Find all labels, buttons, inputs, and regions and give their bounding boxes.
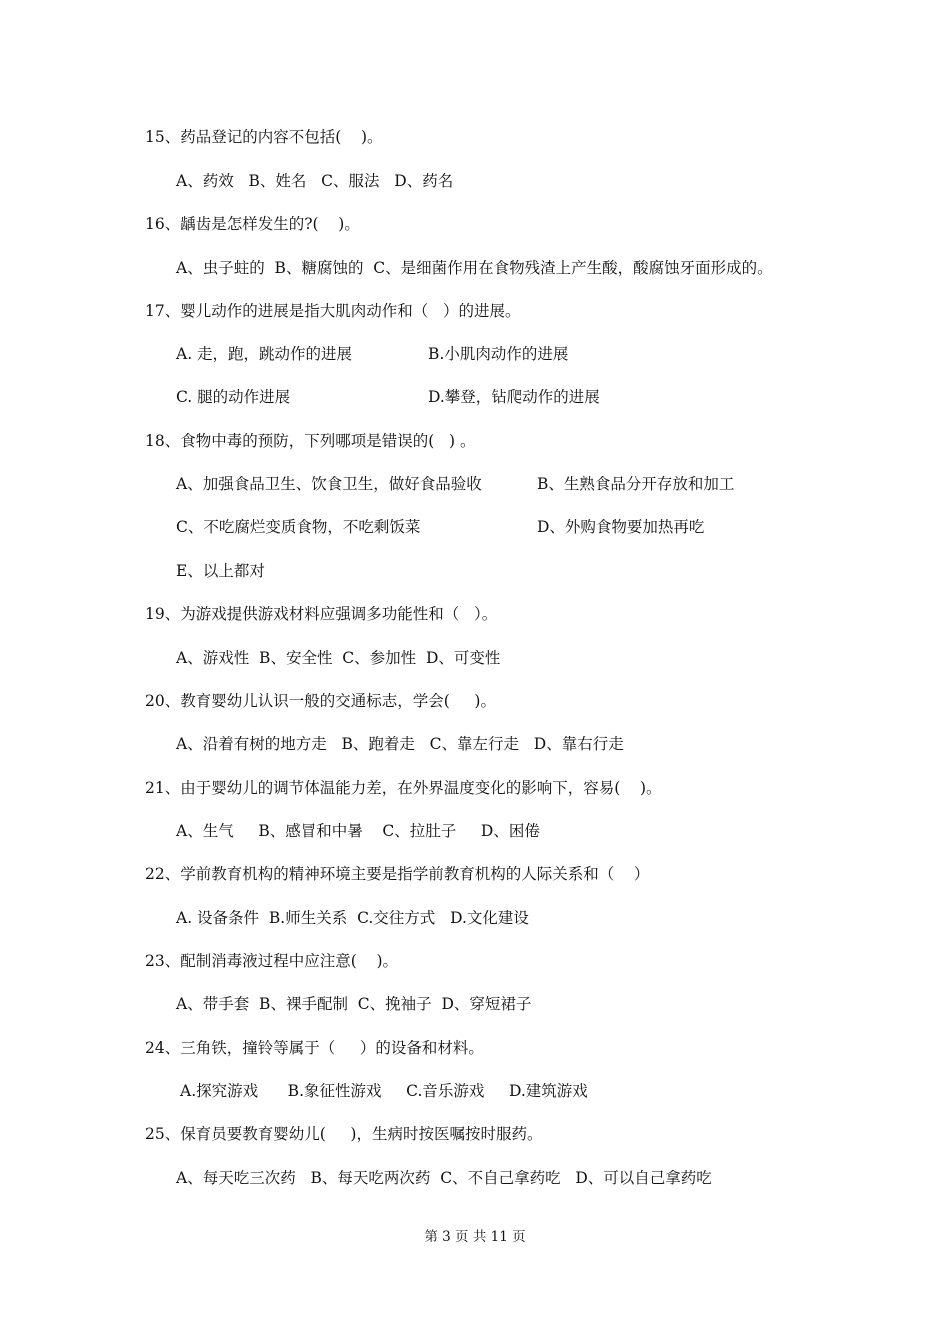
question-options: A、带手套 B、裸手配制 C、挽袖子 D、穿短裙子 bbox=[176, 995, 532, 1013]
question-options: A、游戏性 B、安全性 C、参加性 D、可变性 bbox=[176, 649, 501, 667]
question-stem: 16、龋齿是怎样发生的?( )。 bbox=[145, 215, 360, 233]
question-stem: 19、为游戏提供游戏材料应强调多功能性和（ ）。 bbox=[145, 605, 498, 623]
question-options: A、虫子蛀的 B、糖腐蚀的 C、是细菌作用在食物残渣上产生酸，酸腐蚀牙面形成的。 bbox=[176, 259, 773, 277]
page-footer: 第 3 页 共 11 页 bbox=[424, 1229, 526, 1245]
question-options: A. 设备条件 B.师生关系 C.交往方式 D.文化建设 bbox=[176, 909, 529, 927]
question-options: A.探究游戏 B.象征性游戏 C.音乐游戏 D.建筑游戏 bbox=[180, 1082, 588, 1100]
option-a: A. 走，跑，跳动作的进展 bbox=[176, 345, 353, 363]
option-e: E、以上都对 bbox=[176, 562, 265, 580]
question-stem: 24、三角铁，撞铃等属于（ ）的设备和材料。 bbox=[145, 1039, 484, 1057]
question-stem: 15、药品登记的内容不包括( )。 bbox=[145, 128, 383, 146]
question-options: A、药效 B、姓名 C、服法 D、药名 bbox=[176, 172, 454, 190]
option-b: B、生熟食品分开存放和加工 bbox=[537, 475, 735, 493]
question-options: A、每天吃三次药 B、每天吃两次药 C、不自己拿药吃 D、可以自己拿药吃 bbox=[176, 1169, 712, 1187]
question-stem: 22、学前教育机构的精神环境主要是指学前教育机构的人际关系和（ ） bbox=[145, 865, 650, 883]
question-options: A、生气 B、感冒和中暑 C、拉肚子 D、困倦 bbox=[176, 822, 540, 840]
question-stem: 23、配制消毒液过程中应注意( )。 bbox=[145, 952, 399, 970]
question-stem: 21、由于婴幼儿的调节体温能力差，在外界温度变化的影响下，容易( )。 bbox=[145, 779, 662, 797]
option-b: B.小肌肉动作的进展 bbox=[428, 345, 569, 363]
option-c: C. 腿的动作进展 bbox=[176, 388, 291, 406]
option-a: A、加强食品卫生、饮食卫生，做好食品验收 bbox=[176, 475, 482, 493]
question-stem: 17、婴儿动作的进展是指大肌肉动作和（ ）的进展。 bbox=[145, 302, 521, 320]
question-options: A、沿着有树的地方走 B、跑着走 C、靠左行走 D、靠右行走 bbox=[176, 735, 624, 753]
question-stem: 18、食物中毒的预防，下列哪项是错误的( ) 。 bbox=[145, 432, 476, 450]
question-stem: 20、教育婴幼儿认识一般的交通标志，学会( )。 bbox=[145, 692, 496, 710]
option-c: C、不吃腐烂变质食物，不吃剩饭菜 bbox=[176, 518, 421, 536]
option-d: D、外购食物要加热再吃 bbox=[537, 518, 705, 536]
question-stem: 25、保育员要教育婴幼儿( )，生病时按医嘱按时服药。 bbox=[145, 1125, 543, 1143]
option-d: D.攀登，钻爬动作的进展 bbox=[428, 388, 600, 406]
